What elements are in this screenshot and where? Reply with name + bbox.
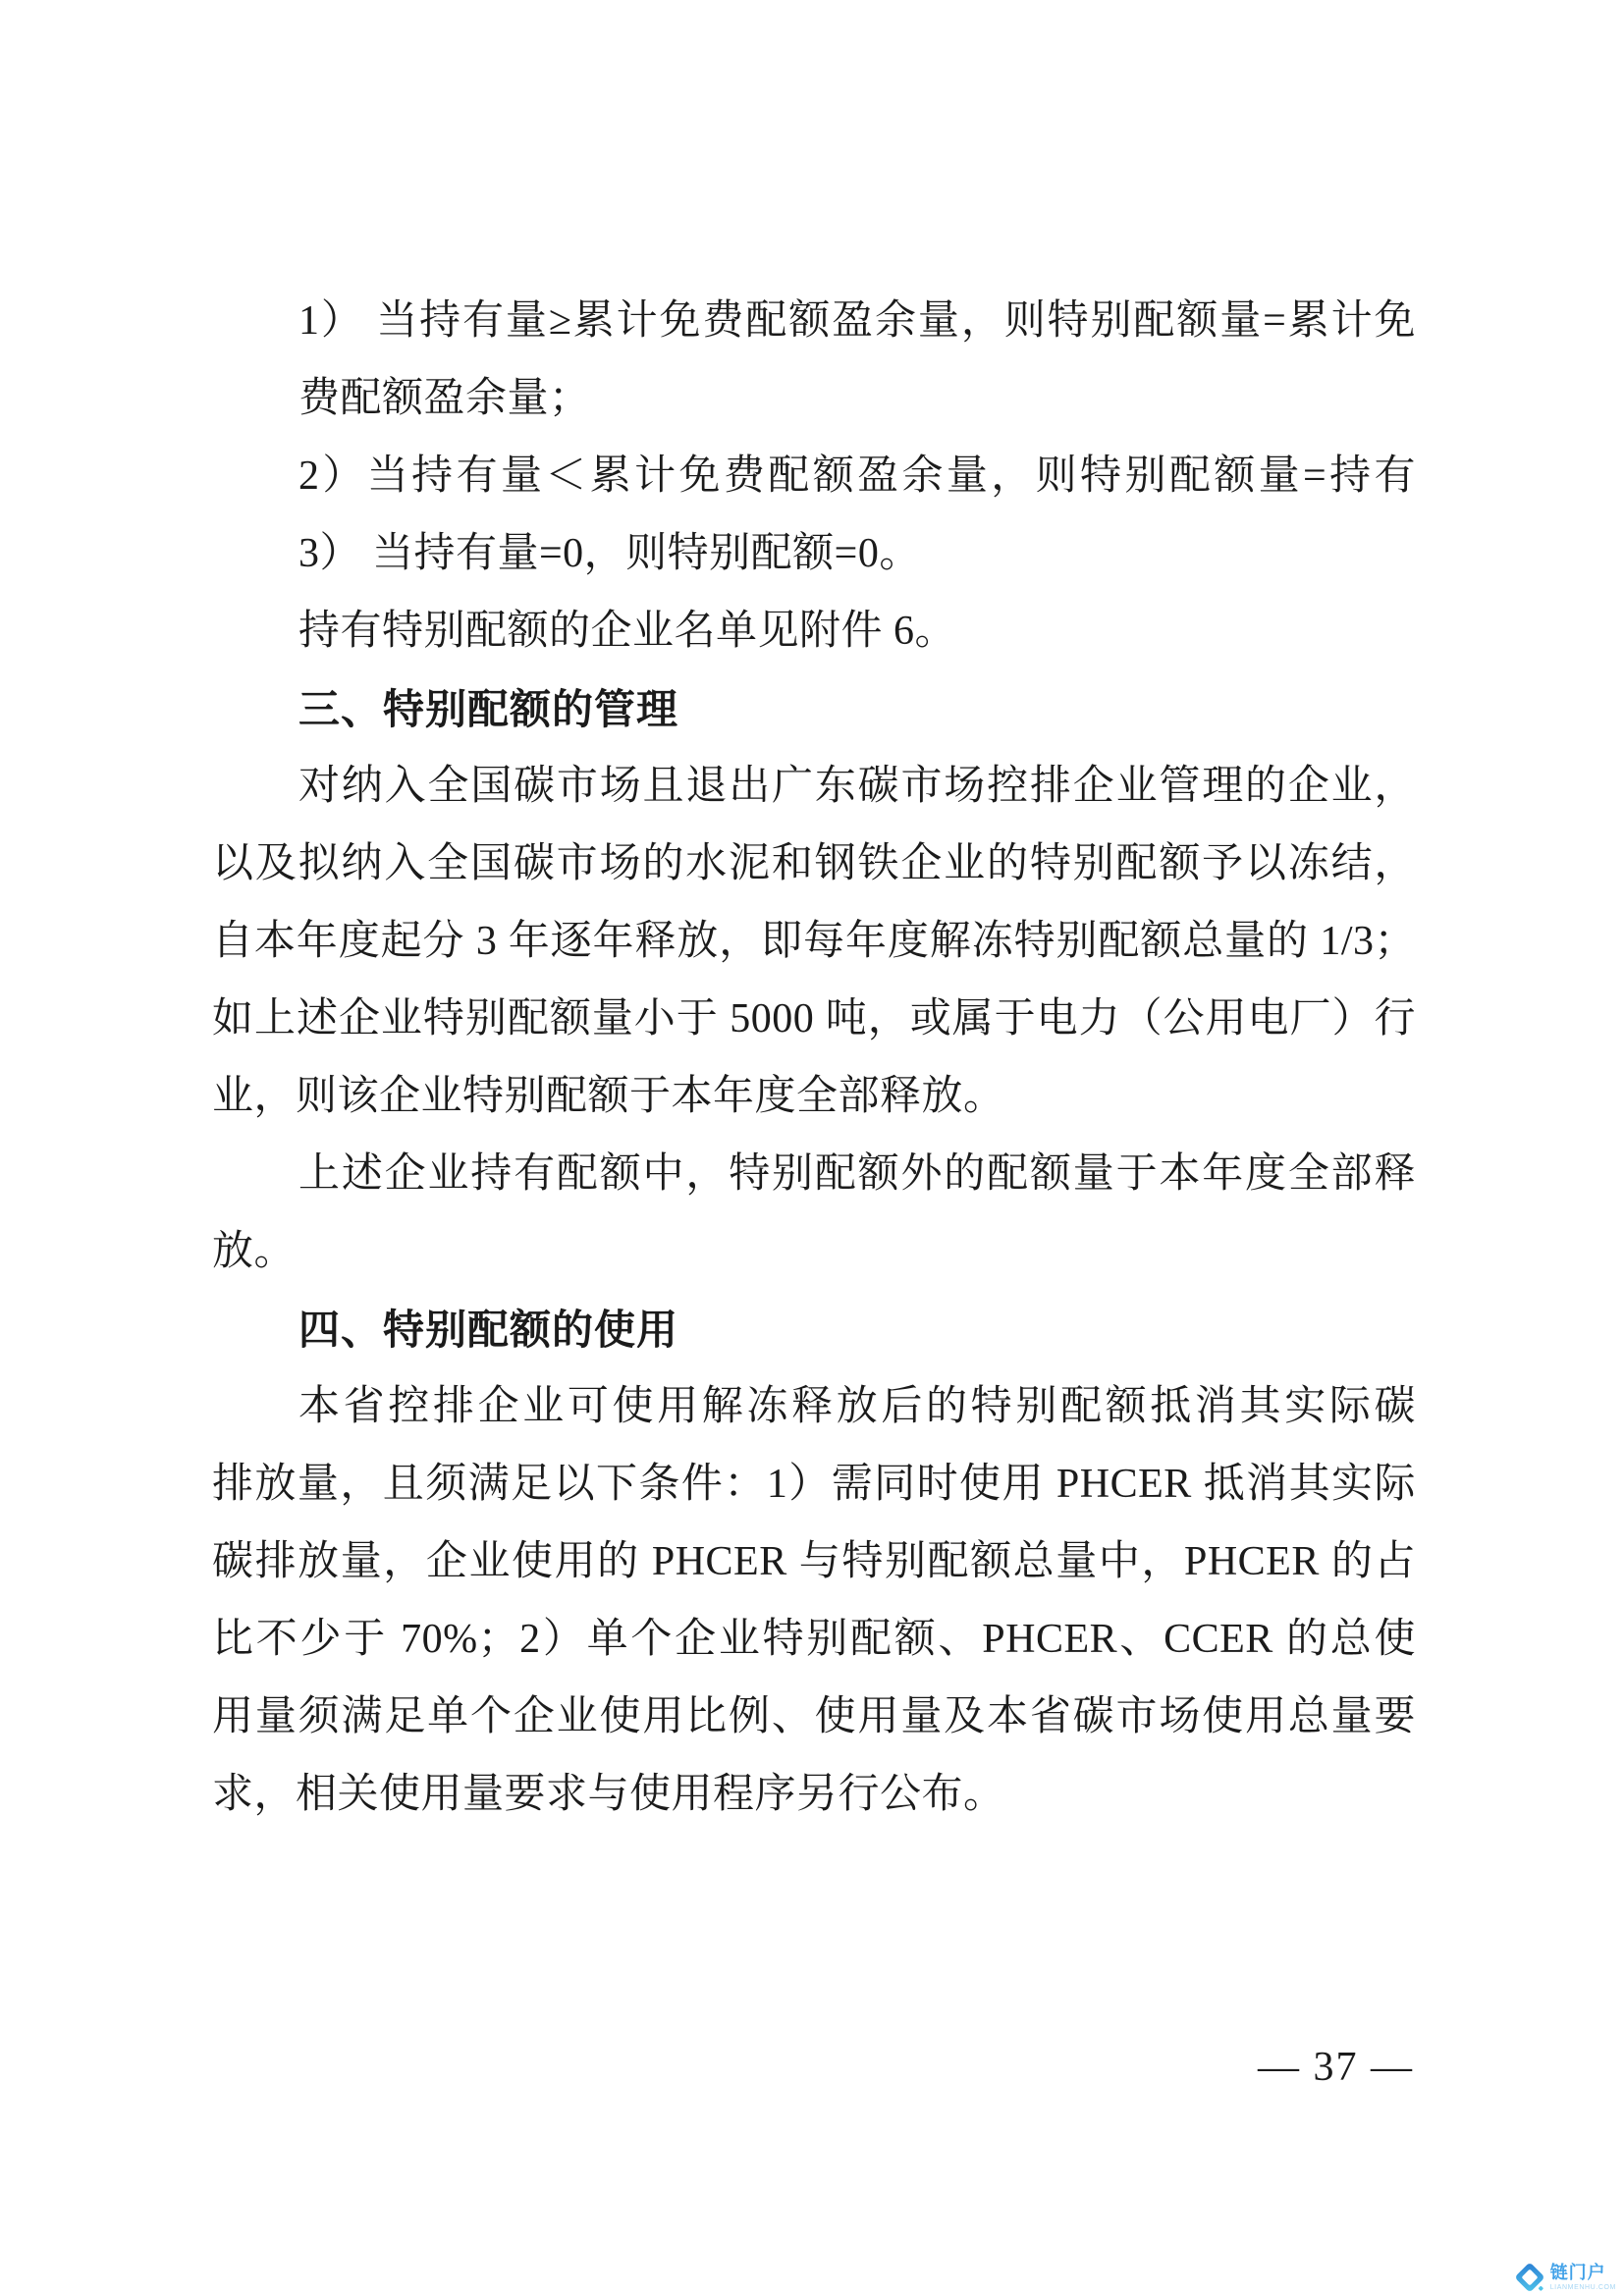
watermark-subtitle: LIANMENHU.COM: [1549, 2284, 1616, 2291]
text-line: 比不少于 70%；2）单个企业特别配额、PHCER、CCER 的总使: [212, 1617, 1416, 1662]
text-line: 排放量，且须满足以下条件：1）需同时使用 PHCER 抵消其实际: [212, 1462, 1416, 1507]
text-line: 持有特别配额的企业名单见附件 6。: [298, 609, 957, 654]
watermark: [1516, 2264, 1616, 2291]
text-line: 以及拟纳入全国碳市场的水泥和钢铁企业的特别配额予以冻结，: [212, 841, 1416, 886]
text-line: 3） 当持有量=0，则特别配额=0。: [298, 531, 921, 576]
text-line: 对纳入全国碳市场且退出广东碳市场控排企业管理的企业，: [298, 764, 1416, 809]
section-heading: 四、特别配额的使用: [298, 1307, 679, 1353]
page-number: — 37 —: [1258, 2045, 1414, 2090]
text-line: 1） 当持有量≥累计免费配额盈余量，则特别配额量=累计免: [298, 298, 1416, 344]
watermark-diamond-icon: [1514, 2262, 1544, 2292]
text-line: 上述企业持有配额中，特别配额外的配额量于本年度全部释: [298, 1151, 1416, 1197]
section-heading: 三、特别配额的管理: [298, 686, 679, 732]
watermark-text: [1550, 2264, 1616, 2291]
watermark-title: 链门户: [1549, 2263, 1606, 2282]
text-line: 碳排放量，企业使用的 PHCER 与特别配额总量中，PHCER 的占: [212, 1539, 1416, 1584]
document-body: [212, 283, 1416, 1834]
text-line: 业，则该企业特别配额于本年度全部释放。: [212, 1074, 1005, 1119]
text-line: 求，相关使用量要求与使用程序另行公布。: [212, 1772, 1005, 1817]
text-line: 费配额盈余量；: [298, 376, 591, 421]
text-line: 本省控排企业可使用解冻释放后的特别配额抵消其实际碳: [298, 1384, 1416, 1429]
text-line: 如上述企业特别配额量小于 5000 吨，或属于电力（公用电厂）行: [212, 996, 1416, 1041]
text-line: 放。: [212, 1229, 297, 1274]
text-line: 2）当持有量＜累计免费配额盈余量，则特别配额量=持有: [298, 454, 1416, 499]
text-line: 用量须满足单个企业使用比例、使用量及本省碳市场使用总量要: [212, 1694, 1416, 1739]
text-line: 自本年度起分 3 年逐年释放，即每年度解冻特别配额总量的 1/3；: [212, 919, 1416, 964]
